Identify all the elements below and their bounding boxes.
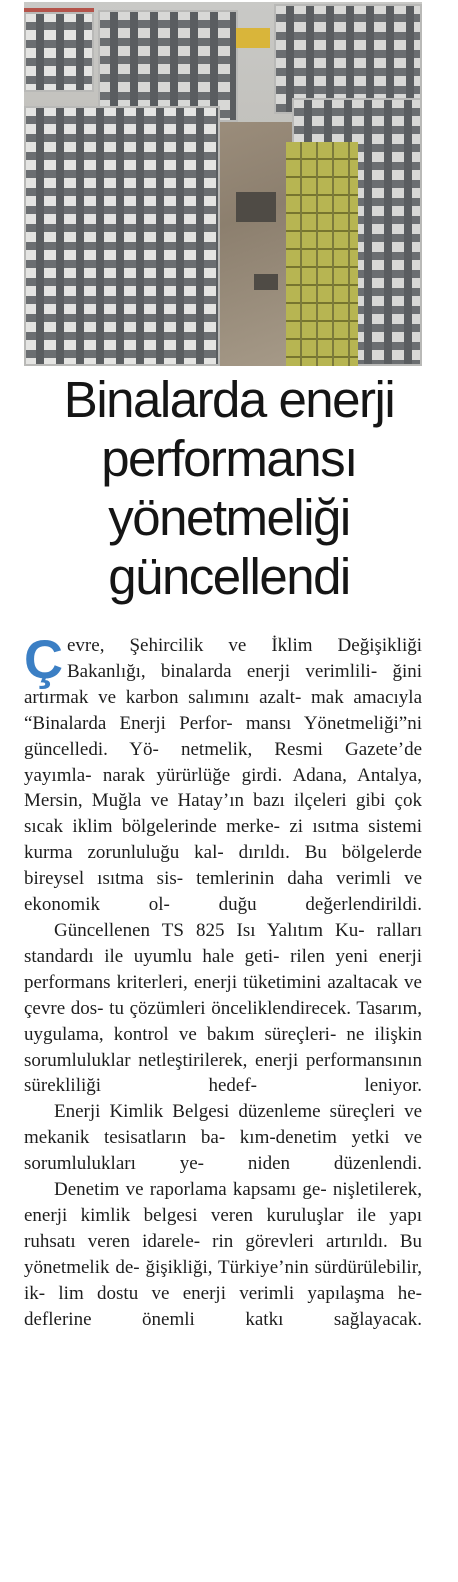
paragraph-1: Çevre, Şehircilik ve İklim Değişikliği Bakanlığı, binalarda enerji verimlili- ğini artırmak ve karbon salımını azalt- mak amacıyla “Binalarda Enerji Perfor- mansı Yönetmeliği”ni güncelledi. Yö- netmelik, Resmi Gazete’de yayımla- narak yürürlüğe girdi. Adana, Antalya, Mersin, Muğla ve Hatay’ın bazı ilçeleri gibi çok sıcak iklim bölgelerinde merke- zi ısıtma sistemi kurma zorunluluğu kal- dırıldı. Bu bölgelerde bireysel ısıtma sis- temlerinin daha verimli ve ekonomik ol- duğu değerlendirildi. — [24, 630, 423, 916]
paragraph-4: Denetim ve raporlama kapsamı ge- nişletilerek, enerji kimlik belgesi veren kuruluşlar ile yapı ruhsatı veren idarele- rin görevleri artırıldı. Bu yönetmelik de- ğişikliği, Türkiye’nin sürdürülebilir, ik- lim dostu ve enerji verimli yapılaşma he- deflerine önemli katkı sağlayacak. — [24, 1179, 423, 1330]
dropcap: Ç — [24, 630, 63, 690]
paragraph-2: Güncellenen TS 825 Isı Yalıtım Ku- ralları standardı ile uyumlu hale geti- rilen yeni enerji performans kriterleri, enerji tüketimini azaltacak ve çevre dos- tu çözümleri önceliklendirecek. Tasarım, uygulama, kontrol ve bakım süreçleri- ne ilişkin sorumluluklar netleştirilerek, enerji performansının sürekliliği hedef- leniyor. — [24, 919, 423, 1097]
headline-line-1: Binalarda enerji — [63, 371, 395, 428]
paragraph-3: Enerji Kimlik Belgesi düzenleme süreçleri ve mekanik tesisatların ba- kım-denetim yetki ve sorumlulukları ye- niden düzenlendi. — [24, 1101, 423, 1175]
headline-line-2: performansı — [101, 430, 357, 487]
headline-line-4: güncellendi — [108, 548, 350, 605]
headline-line-3: yönetmeliği — [108, 489, 350, 546]
article-body — [24, 630, 423, 1332]
article-photo — [24, 2, 422, 366]
headline — [0, 370, 458, 606]
